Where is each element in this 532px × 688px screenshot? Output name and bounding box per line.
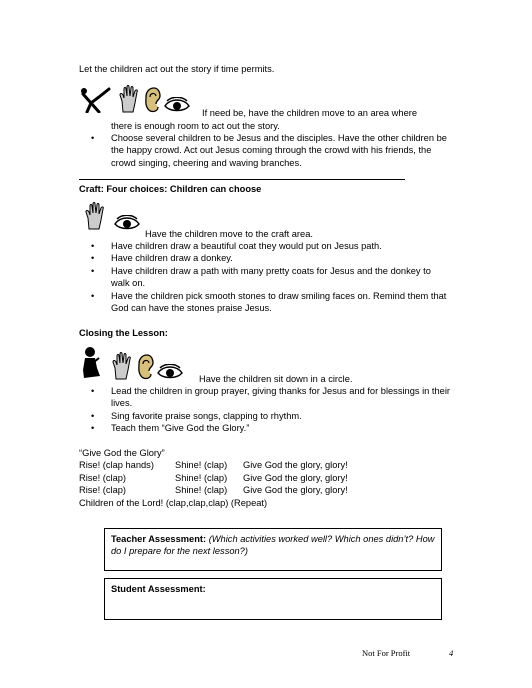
- hand-icon: [84, 201, 106, 231]
- ear-icon: [136, 354, 154, 380]
- song-cell: Shine! (clap): [175, 485, 228, 496]
- song-cell: Shine! (clap): [175, 460, 228, 471]
- intro-line: Let the children act out the story if time permits.: [79, 64, 275, 74]
- list-item: • Have children draw a donkey.: [91, 252, 451, 264]
- song-cell: Rise! (clap hands): [79, 460, 154, 471]
- act-list: [91, 132, 451, 169]
- act-lead-cont: there is enough room to act out the story.: [111, 121, 280, 131]
- footer-text: Not For Profit: [362, 648, 411, 658]
- closing-icons: [80, 344, 183, 380]
- list-item: • Have children draw a path with many pretty coats for Jesus and the donkey to walk on.: [91, 265, 451, 290]
- song-row: [79, 484, 399, 496]
- song-row: [79, 459, 399, 471]
- song-cell: Rise! (clap): [79, 472, 127, 483]
- song-cell: Give God the glory, glory!: [243, 472, 348, 483]
- praying-child-icon: [80, 346, 102, 380]
- song-last-line: Children of the Lord! (clap,clap,clap) (Repeat): [79, 497, 268, 508]
- list-item: • Sing favorite praise songs, clapping to rhythm.: [91, 410, 451, 422]
- song-row: [79, 472, 399, 484]
- craft-lead: Have the children move to the craft area.: [145, 229, 313, 239]
- hand-icon: [118, 85, 140, 113]
- teacher-assessment-box[interactable]: [104, 528, 442, 571]
- student-assessment-box[interactable]: [104, 578, 442, 620]
- teacher-assessment-label: Teacher Assessment:: [111, 534, 207, 544]
- ear-icon: [143, 87, 161, 113]
- teacher-assessment-prompt: (Which activities worked well? Which ones didn’t? How do I prepare for the next lesson?): [111, 534, 435, 557]
- craft-icons: [84, 199, 141, 231]
- closing-lead: Have the children sit down in a circle.: [199, 374, 353, 384]
- song-cell: Give God the glory, glory!: [243, 485, 348, 496]
- eye-icon: [113, 215, 141, 231]
- song-cell: Give God the glory, glory!: [243, 460, 348, 471]
- song-title: “Give God the Glory”: [79, 448, 165, 458]
- section-divider: [79, 179, 405, 180]
- song-lyrics: [79, 447, 399, 509]
- hand-icon: [111, 352, 133, 380]
- closing-list: [91, 385, 451, 435]
- student-assessment-label: Student Assessment:: [111, 584, 206, 594]
- act-icons: [79, 83, 190, 113]
- craft-heading: Craft: Four choices: Children can choose: [79, 184, 262, 194]
- list-item: • Lead the children in group prayer, giving thanks for Jesus and for blessings in their lives.: [91, 385, 451, 410]
- list-item: • Have the children pick smooth stones to draw smiling faces on. Remind them that God can have the stones praise Jesus.: [91, 290, 451, 315]
- song-cell: Rise! (clap): [79, 485, 127, 496]
- list-item: • Teach them “Give God the Glory.”: [91, 422, 451, 434]
- list-item: • Choose several children to be Jesus and the disciples. Have the other children be the happy crowd. Act out Jesus coming through the crowd with his friends, the crowd singing, cheering and waving branches.: [91, 132, 451, 169]
- stretching-figure-icon: [79, 85, 115, 113]
- list-item: • Have children draw a beautiful coat they would put on Jesus path.: [91, 240, 451, 252]
- closing-heading: Closing the Lesson:: [79, 328, 168, 338]
- eye-icon: [157, 364, 183, 380]
- eye-icon: [164, 97, 190, 113]
- act-lead: If need be, have the children move to an area where: [202, 108, 417, 118]
- song-cell: Shine! (clap): [175, 472, 228, 483]
- craft-list: [91, 240, 451, 314]
- page-number: 4: [449, 648, 454, 658]
